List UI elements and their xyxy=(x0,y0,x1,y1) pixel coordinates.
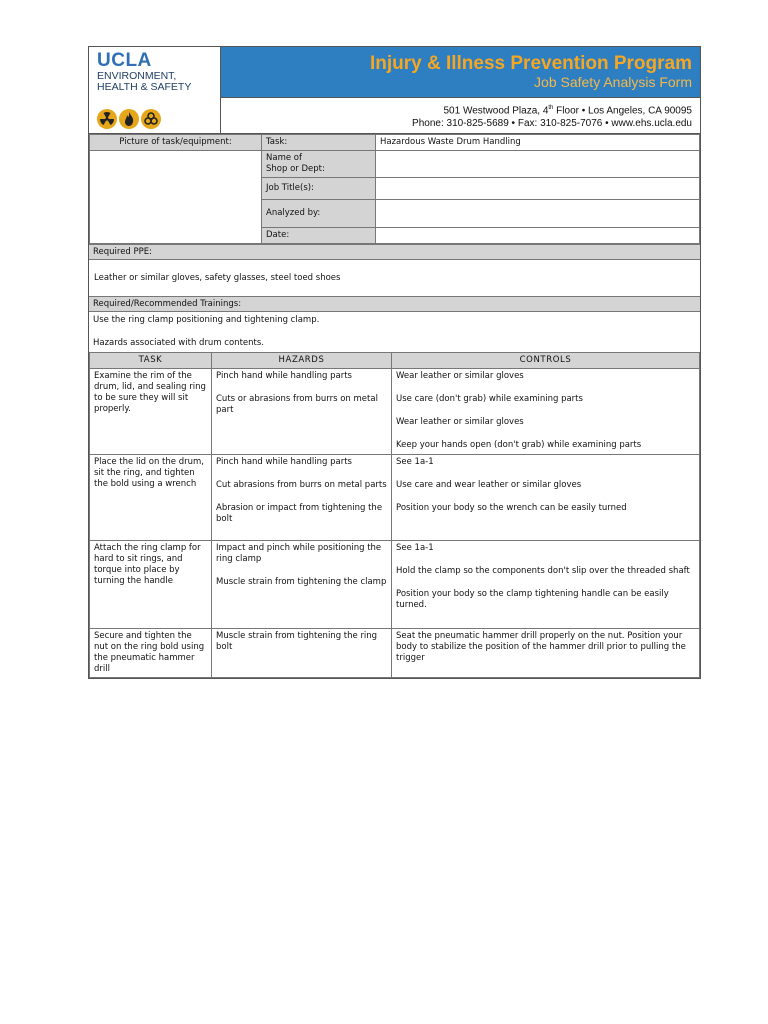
control-item: Seat the pneumatic hammer drill properly on the nut. Position your body to stabilize the position of the hammer drill prior to pulling the trigger xyxy=(396,631,686,663)
job-safety-analysis-form xyxy=(88,46,701,679)
control-item: Use care and wear leather or similar gloves xyxy=(396,480,582,490)
ehs-line-2: HEALTH & SAFETY xyxy=(97,81,192,93)
picture-area xyxy=(90,151,262,244)
address-line xyxy=(221,102,692,117)
task-cell: Attach the ring clamp for hard to sit rings, and torque into place by turning the handle xyxy=(90,541,212,629)
hazards-cell xyxy=(212,369,392,455)
ucla-wordmark: UCLA xyxy=(97,50,152,71)
control-item: Use care (don't grab) while examining parts xyxy=(396,394,583,404)
table-row xyxy=(90,629,700,678)
task-cell: Place the lid on the drum, sit the ring, and tighten the bold using a wrench xyxy=(90,455,212,541)
hazard-item: Muscle strain from tightening the ring bolt xyxy=(216,631,378,652)
form-header xyxy=(89,47,700,134)
hazards-cell xyxy=(212,629,392,678)
hazards-cell xyxy=(212,541,392,629)
training-line-1: Use the ring clamp positioning and tightening clamp. xyxy=(93,315,320,325)
job-title-value[interactable] xyxy=(376,178,700,200)
ehs-line-1: ENVIRONMENT, xyxy=(97,70,177,82)
controls-cell xyxy=(392,541,700,629)
task-cell: Secure and tighten the nut on the ring bold using the pneumatic hammer drill xyxy=(90,629,212,678)
trainings-label: Required/Recommended Trainings: xyxy=(89,296,700,312)
form-title: Job Safety Analysis Form xyxy=(534,74,692,90)
training-line-2: Hazards associated with drum contents. xyxy=(93,338,264,348)
hazards-column-header: HAZARDS xyxy=(212,353,392,369)
title-column xyxy=(221,47,700,133)
ucla-ehs-logo xyxy=(89,47,221,133)
job-title-label: Job Title(s): xyxy=(262,178,376,200)
controls-cell xyxy=(392,369,700,455)
control-item: Position your body so the clamp tightening handle can be easily turned. xyxy=(396,589,669,610)
control-item: See 1a-1 xyxy=(396,543,434,553)
contact-line: Phone: 310-825-5689 • Fax: 310-825-7076 • www.ehs.ucla.edu xyxy=(412,118,692,130)
address-sup: th xyxy=(548,105,554,111)
radiation-icon xyxy=(97,109,117,129)
task-label: Task: xyxy=(262,135,376,151)
program-title: Injury & Illness Prevention Program xyxy=(369,53,692,74)
info-table xyxy=(89,134,700,244)
date-value[interactable] xyxy=(376,228,700,244)
biohazard-icon xyxy=(141,109,161,129)
hazard-item: Pinch hand while handling parts xyxy=(216,457,352,467)
control-item: See 1a-1 xyxy=(396,457,434,467)
task-column-header: TASK xyxy=(90,353,212,369)
address-prefix: 501 Westwood Plaza, 4 xyxy=(443,105,549,117)
control-item: Hold the clamp so the components don't slip over the threaded shaft xyxy=(396,566,690,576)
shop-label xyxy=(262,151,376,178)
ppe-value: Leather or similar gloves, safety glasses, steel toed shoes xyxy=(94,273,341,283)
date-label: Date: xyxy=(262,228,376,244)
table-row xyxy=(90,369,700,455)
task-value[interactable]: Hazardous Waste Drum Handling xyxy=(376,135,700,151)
contact-block xyxy=(221,97,700,133)
control-item: Position your body so the wrench can be easily turned xyxy=(396,503,627,513)
hazard-item: Cut abrasions from burrs on metal parts xyxy=(216,480,387,490)
hazards-cell xyxy=(212,455,392,541)
hazard-item: Impact and pinch while positioning the ring clamp xyxy=(216,543,382,564)
hazard-icons xyxy=(97,109,161,129)
trainings-value xyxy=(89,312,700,352)
table-row xyxy=(90,455,700,541)
hazard-item: Muscle strain from tightening the clamp xyxy=(216,577,387,587)
analyzed-by-value[interactable] xyxy=(376,200,700,228)
hazard-item: Abrasion or impact from tightening the bolt xyxy=(216,503,383,524)
hazard-item: Pinch hand while handling parts xyxy=(216,371,352,381)
picture-label: Picture of task/equipment: xyxy=(90,135,262,151)
controls-cell xyxy=(392,629,700,678)
table-row xyxy=(90,541,700,629)
task-cell: Examine the rim of the drum, lid, and sealing ring to be sure they will sit properly. xyxy=(90,369,212,455)
shop-label-line-2: Shop or Dept: xyxy=(266,164,325,174)
controls-column-header: CONTROLS xyxy=(392,353,700,369)
flame-icon xyxy=(119,109,139,129)
analyzed-by-label: Analyzed by: xyxy=(262,200,376,228)
address-suffix: Floor • Los Angeles, CA 90095 xyxy=(553,105,692,117)
control-item: Wear leather or similar gloves xyxy=(396,371,524,381)
title-banner xyxy=(221,47,700,97)
control-item: Wear leather or similar gloves xyxy=(396,417,524,427)
shop-label-line-1: Name of xyxy=(266,153,302,163)
control-item: Keep your hands open (don't grab) while examining parts xyxy=(396,440,642,450)
hazard-item: Cuts or abrasions from burrs on metal part xyxy=(216,394,378,415)
shop-value[interactable] xyxy=(376,151,700,178)
controls-cell xyxy=(392,455,700,541)
ppe-label: Required PPE: xyxy=(89,244,700,260)
analysis-table xyxy=(89,352,700,678)
